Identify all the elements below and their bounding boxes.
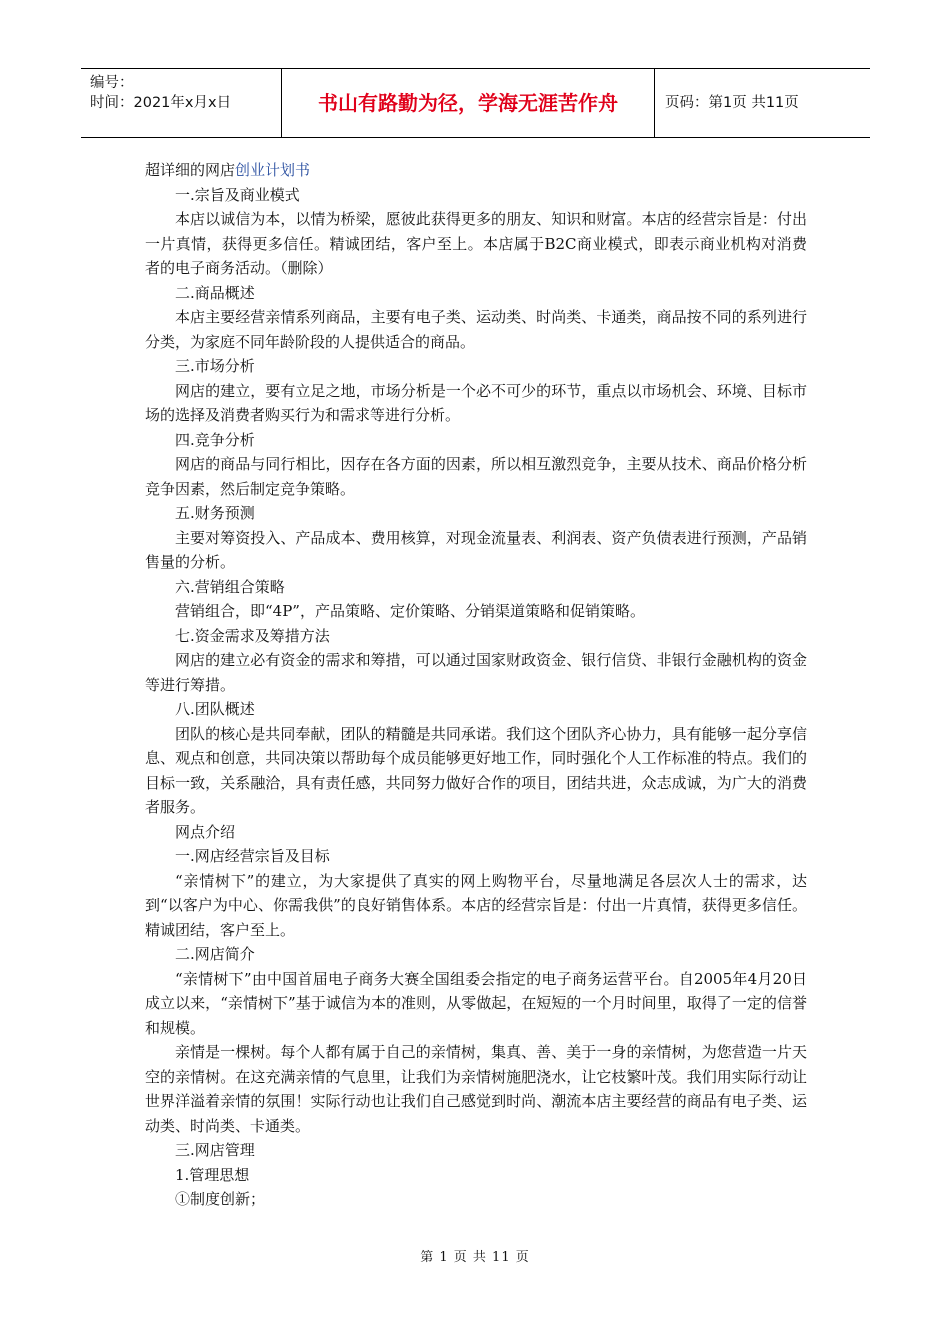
paragraph: 亲情是一棵树。每个人都有属于自己的亲情树，集真、善、美于一身的亲情树，为您营造一片天空的亲情树。在这充满亲情的气息里，让我们为亲情树施肥浇水，让它枝繁叶茂。我们用实际行动让世界洋溢着亲情的氛围！实际行动也让我们自己感觉到时尚、潮流本店主要经营的商品有电子类、运动类、时尚类、卡通类。 xyxy=(145,1043,807,1135)
paragraph: 主要对筹资投入、产品成本、费用核算，对现金流量表、利润表、资产负债表进行预测，产品销售量的分析。 xyxy=(145,528,807,571)
section-heading: 四.竞争分析 xyxy=(175,430,255,449)
paragraph: 网店的建立必有资金的需求和筹措，可以通过国家财政资金、银行信贷、非银行金融机构的资金等进行筹措。 xyxy=(145,651,807,694)
document-body xyxy=(145,158,807,1212)
section-heading: 一.宗旨及商业模式 xyxy=(175,185,300,204)
section-heading: 三.市场分析 xyxy=(175,357,255,375)
paragraph: 团队的核心是共同奉献，团队的精髓是共同承诺。我们这个团队齐心协力，具有能够一起分享信息、观点和创意，共同决策以帮助每个成员能够更好地工作，同时强化个人工作标准的特点。我们的目标一致，关系融洽，具有责任感，共同努力做好合作的项目，团结共进，众志成诚，为广大的消费者服务。 xyxy=(145,724,807,816)
doc-time-label: 时间：2021年x月x日 xyxy=(90,95,232,111)
page-footer: 第 1 页 共 11 页 xyxy=(420,1250,530,1265)
header-motto: 书山有路勤为径，学海无涯苦作舟 xyxy=(282,69,655,137)
header-page-info: 页码：第1页 共11页 xyxy=(665,95,799,111)
section-heading: 六.营销组合策略 xyxy=(175,577,285,596)
paragraph: “亲情树下”由中国首届电子商务大赛全国组委会指定的电子商务运营平台。自2005年4月20日成立以来，“亲情树下”基于诚信为本的准则，从零做起，在短短的一个月时间里，取得了一定的信誉和规模。 xyxy=(145,969,807,1037)
section-heading: 五.财务预测 xyxy=(175,504,255,522)
title-link[interactable]: 创业计划书 xyxy=(235,161,311,179)
section-heading: 七.资金需求及筹措方法 xyxy=(175,626,330,645)
paragraph: 营销组合，即“4P”，产品策略、定价策略、分销渠道策略和促销策略。 xyxy=(175,602,645,620)
paragraph: 网店的建立，要有立足之地，市场分析是一个必不可少的环节，重点以市场机会、环境、目标市场的选择及消费者购买行为和需求等进行分析。 xyxy=(145,381,807,424)
section-heading: ①制度创新； xyxy=(175,1190,266,1208)
section-heading: 二.商品概述 xyxy=(175,283,255,302)
document-header xyxy=(81,68,870,138)
header-meta xyxy=(81,69,282,137)
doc-number-label: 编号： xyxy=(90,75,134,91)
section-heading: 八.团队概述 xyxy=(175,700,255,718)
paragraph: 本店以诚信为本，以情为桥梁，愿彼此获得更多的朋友、知识和财富。本店的经营宗旨是：付出一片真情，获得更多信任。精诚团结，客户至上。本店属于B2C商业模式，即表示商业机构对消费者的电子商务活动。（删除） xyxy=(145,210,807,277)
paragraph: “亲情树下”的建立，为大家提供了真实的网上购物平台，尽量地满足各层次人士的需求，达到“以客户为中心、你需我供”的良好销售体系。本店的经营宗旨是：付出一片真情，获得更多信任。精诚团结，客户至上。 xyxy=(145,871,807,939)
section-heading: 一.网店经营宗旨及目标 xyxy=(175,847,330,865)
section-heading: 1.管理思想 xyxy=(175,1165,250,1184)
document-title xyxy=(145,158,807,183)
paragraph: 网店的商品与同行相比，因存在各方面的因素，所以相互激烈竞争，主要从技术、商品价格分析竞争因素，然后制定竞争策略。 xyxy=(145,455,807,498)
section-heading: 网点介绍 xyxy=(175,822,236,841)
title-text: 超详细的网店 xyxy=(145,161,236,179)
section-heading: 二.网店简介 xyxy=(175,945,255,963)
section-heading: 三.网店管理 xyxy=(175,1141,255,1159)
paragraph: 本店主要经营亲情系列商品，主要有电子类、运动类、时尚类、卡通类，商品按不同的系列进行分类，为家庭不同年龄阶段的人提供适合的商品。 xyxy=(145,308,807,351)
